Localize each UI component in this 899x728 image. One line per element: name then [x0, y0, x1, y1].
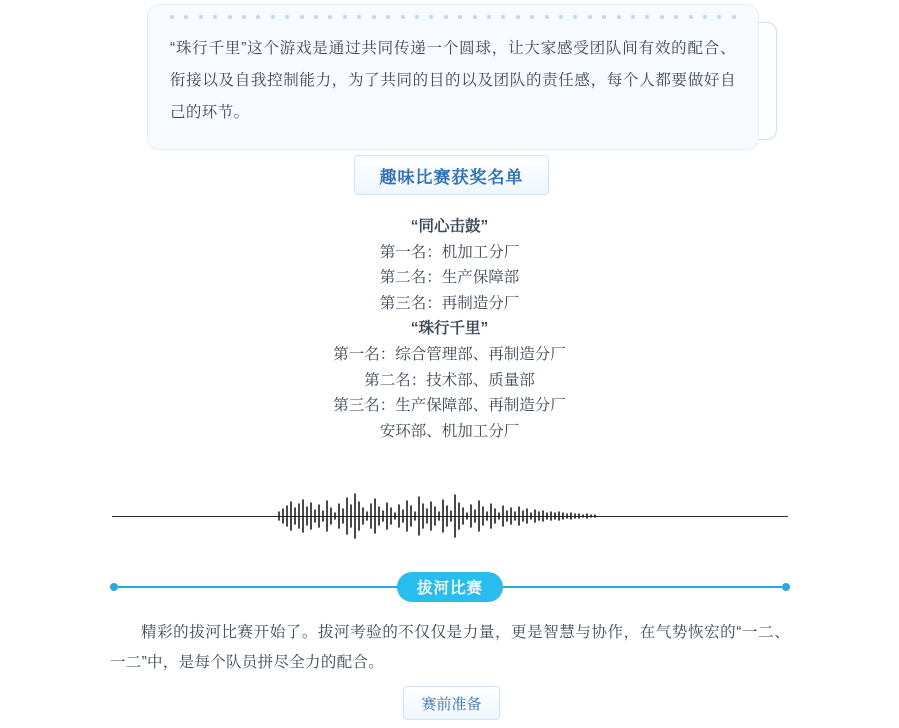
award-line: 第三名：生产保障部、再制造分厂: [333, 397, 566, 415]
dotted-decoration: [170, 15, 736, 19]
section-dot-right: [782, 583, 790, 591]
award-line: 安环部、机加工分厂: [379, 422, 520, 440]
audio-waveform-icon: [277, 492, 627, 542]
section-title-pill: 拔河比赛: [397, 572, 503, 602]
award-line: 第二名：技术部、质量部: [364, 371, 535, 389]
award-line: 第三名：再制造分厂: [379, 294, 520, 312]
award-group-name: “珠行千里”: [410, 320, 489, 338]
award-group-name: “同心击鼓”: [410, 218, 489, 235]
intro-card: [147, 4, 759, 150]
body-paragraph: 精彩的拔河比赛开始了。拔河考验的不仅仅是力量，更是智慧与协作，在气势恢宏的“一二、一二”中，是每个队员拼尽全力的配合。: [110, 624, 790, 671]
award-line: 第一名：机加工分厂: [379, 243, 520, 261]
intro-card-wrapper: [147, 4, 759, 150]
section-dot-left: [110, 583, 118, 591]
award-line: 第一名：综合管理部、再制造分厂: [333, 345, 566, 363]
award-list-title: 趣味比赛获奖名单: [354, 155, 549, 195]
award-line: 第二名：生产保障部: [379, 269, 520, 287]
intro-paragraph: “珠行千里”这个游戏是通过共同传递一个圆球，让大家感受团队间有效的配合、衔接以及自我控制能力，为了共同的目的以及团队的责任感，每个人都要做好自己的环节。: [170, 40, 736, 121]
waveform-divider: [112, 492, 788, 542]
award-list: [0, 214, 899, 444]
section-header: [110, 572, 790, 602]
subsection-title: 赛前准备: [403, 686, 500, 720]
